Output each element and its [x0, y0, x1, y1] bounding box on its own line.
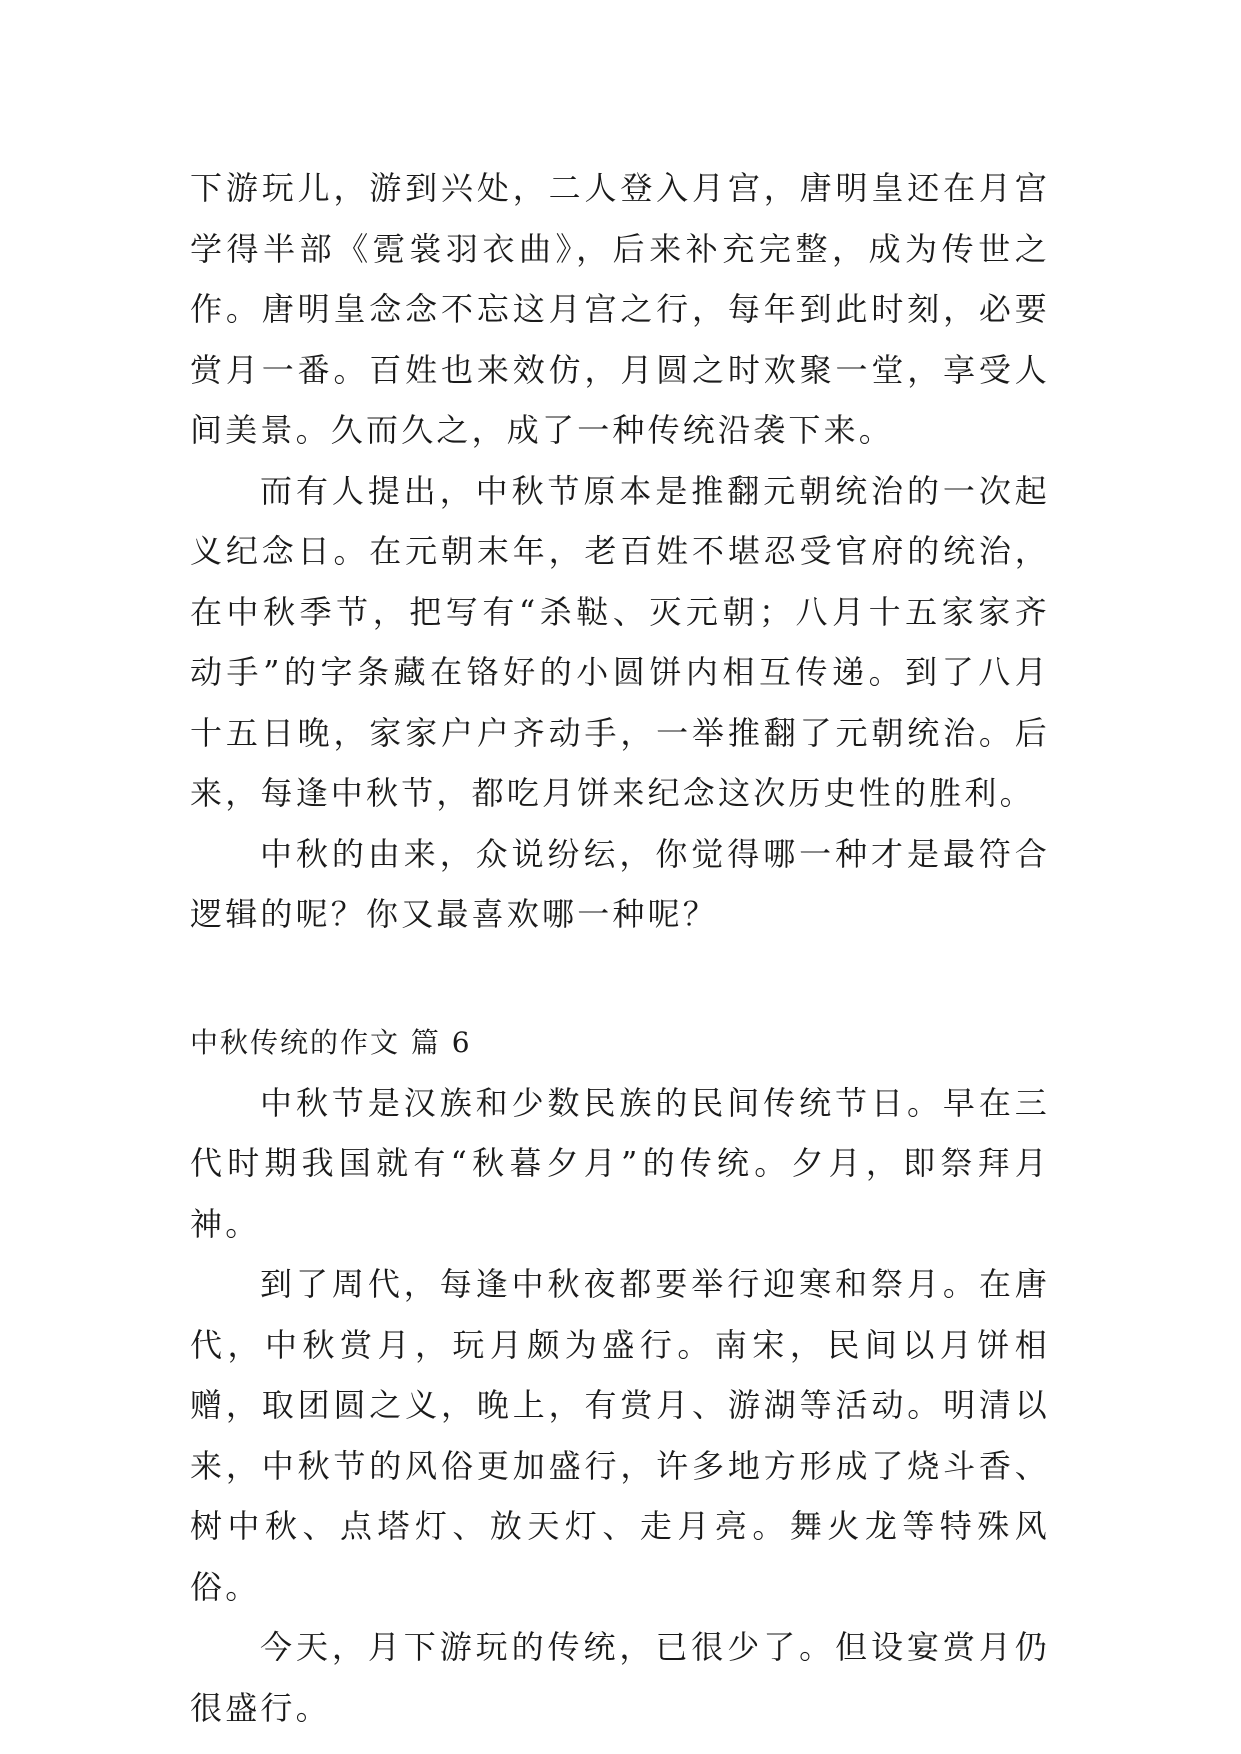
- paragraph-dynasty-customs: 到了周代，每逢中秋夜都要举行迎寒和祭月。在唐代，中秋赏月，玩月颇为盛行。南宋，民间以月饼相赠，取团圆之义，晚上，有赏月、游湖等活动。明清以来，中秋节的风俗更加盛行，许多地方形成了烧斗香、树中秋、点塔灯、放天灯、走月亮。舞火龙等特殊风俗。: [190, 1265, 1050, 1606]
- paragraph-festival-intro: 中秋节是汉族和少数民族的民间传统节日。早在三代时期我国就有“秋暮夕月”的传统。夕月，即祭拜月神。: [190, 1083, 1050, 1243]
- paragraph-today: 今天，月下游玩的传统，已很少了。但设宴赏月仍很盛行。: [190, 1628, 1050, 1727]
- paragraph-origin-question: 中秋的由来，众说纷纭，你觉得哪一种才是最符合逻辑的呢？你又最喜欢哪一种呢？: [190, 834, 1050, 933]
- section-title: 中秋传统的作文 篇 6: [190, 1025, 472, 1059]
- document-body: [190, 158, 1050, 1738]
- paragraph-uprising-legend: 而有人提出，中秋节原本是推翻元朝统治的一次起义纪念日。在元朝末年，老百姓不堪忍受官府的统治，在中秋季节，把写有“杀鞑、灭元朝；八月十五家家齐动手”的字条藏在铬好的小圆饼内相互传递。到了八月十五日晚，家家户户齐动手，一举推翻了元朝统治。后来，每逢中秋节，都吃月饼来纪念这次历史性的胜利。: [190, 471, 1050, 812]
- section-spacer: [190, 945, 1050, 1013]
- paragraph-tang-emperor-legend: 下游玩儿，游到兴处，二人登入月宫，唐明皇还在月宫学得半部《霓裳羽衣曲》，后来补充完整，成为传世之作。唐明皇念念不忘这月宫之行，每年到此时刻，必要赏月一番。百姓也来效仿，月圆之时欢聚一堂，享受人间美景。久而久之，成了一种传统沿袭下来。: [190, 169, 1050, 449]
